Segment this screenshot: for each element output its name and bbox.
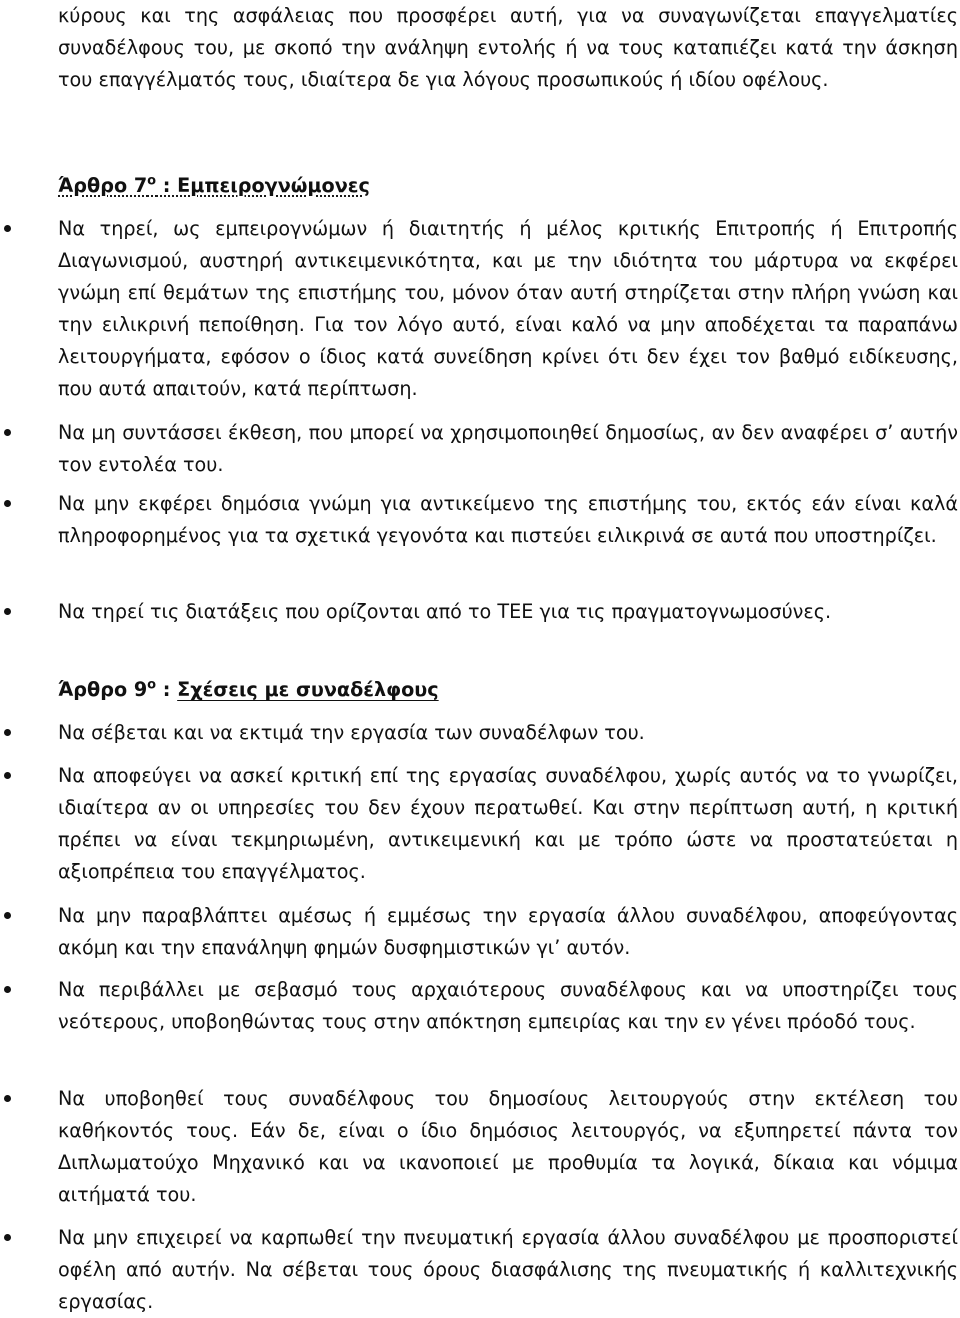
bullet-icon xyxy=(4,1234,11,1241)
article-9-item-1 xyxy=(58,717,958,749)
bullet-icon xyxy=(4,986,11,993)
article-9-item-text: Να μην παραβλάπτει αμέσως ή εμμέσως την εργασία άλλου συναδέλφου, αποφεύγοντας ακόμη και την επανάληψη φημών δυσφημιστικών γι’ αυτόν. xyxy=(58,904,958,959)
bullet-icon xyxy=(4,225,11,232)
article-7-item-3 xyxy=(58,488,958,552)
bullet-icon xyxy=(4,608,11,615)
bullet-icon xyxy=(4,912,11,919)
article-7-item-text: Να τηρεί, ως εμπειρογνώμων ή διαιτητής ή μέλος κριτικής Επιτροπής ή Επιτροπής Διαγωνισμού, αυστηρή αντικειμενικότητα, και με την ιδιότητα του μάρτυρα να εκφέρει γνώμη επί θεμάτων της επιστήμης του, μόνον όταν αυτή στηρίζεται στην πλήρη γνώση και την ειλικρινή πεποίθηση. Για τον λόγο αυτό, είναι καλό να μην αποδέχεται τα παραπάνω λειτουργήματα, εφόσον ο ίδιος κατά συνείδηση κρίνει ότι δεν έχει τον βαθμό ειδίκευσης, που αυτά απαιτούν, κατά περίπτωση. xyxy=(58,217,958,400)
article-7-item-4 xyxy=(58,596,958,628)
article-9-item-text: Να υποβοηθεί τους συναδέλφους του δημοσίους λειτουργούς στην εκτέλεση του καθήκοντός τους. Εάν δε, είναι ο ίδιο δημόσιος λειτουργός, να εξυπηρετεί πάντα τον Διπλωματούχο Μηχανικό και να ικανοποιεί με προθυμία τα λογικά, δίκαια και νόμιμα αιτήματά του. xyxy=(58,1087,958,1206)
article-7-heading-title: : Εμπειρογνώμονες xyxy=(156,174,370,197)
bullet-icon xyxy=(4,500,11,507)
article-9-item-text: Να μην επιχειρεί να καρπωθεί την πνευματική εργασία άλλου συναδέλφου με προσποριστεί οφέλη από αυτήν. Να σέβεται τους όρους διασφάλισης της πνευματικής ή καλλιτεχνικής εργασίας. xyxy=(58,1226,958,1313)
article-9-item-text: Να αποφεύγει να ασκεί κριτική επί της εργασίας συναδέλφου, χωρίς αυτός να το γνωρίζει, ιδιαίτερα αν οι υπηρεσίες του δεν έχουν περατωθεί. Και στην περίπτωση αυτή, η κριτική πρέπει να είναι τεκμηριωμένη, αντικειμενική και με τρόπο ώστε να προστατεύεται η αξιοπρέπεια του επαγγέλματος. xyxy=(58,764,958,883)
article-9-item-text: Να σέβεται και να εκτιμά την εργασία των συναδέλφων του. xyxy=(58,721,645,744)
article-7-heading-prefix: Άρθρο 7 xyxy=(58,174,148,197)
article-9-item-2 xyxy=(58,760,958,888)
article-7-item-text: Να μην εκφέρει δημόσια γνώμη για αντικείμενο της επιστήμης του, εκτός εάν είναι καλά πληροφορημένος για τα σχετικά γεγονότα και πιστεύει ειλικρινά σε αυτά που υποστηρίζει. xyxy=(58,492,958,547)
article-7-item-text: Να μη συντάσσει έκθεση, που μπορεί να χρησιμοποιηθεί δημοσίως, αν δεν αναφέρει σ’ αυτήν τον εντολέα του. xyxy=(58,421,958,476)
article-7-heading xyxy=(58,170,370,202)
article-9-item-6 xyxy=(58,1222,958,1318)
article-7-item-text: Να τηρεί τις διατάξεις που ορίζονται από το ΤΕΕ για τις πραγματογνωμοσύνες. xyxy=(58,600,832,623)
article-9-item-4 xyxy=(58,974,958,1038)
article-9-heading-prefix: Άρθρο 9 xyxy=(58,678,148,701)
bullet-icon xyxy=(4,729,11,736)
bullet-icon xyxy=(4,429,11,436)
article-7-heading-ordinal: ο xyxy=(147,173,157,189)
article-9-item-3 xyxy=(58,900,958,964)
article-7-item-1 xyxy=(58,213,958,405)
article-9-heading-separator: : xyxy=(156,678,178,701)
article-9-heading-title: Σχέσεις με συναδέλφους xyxy=(177,678,439,701)
article-9-item-5 xyxy=(58,1083,958,1211)
article-7-item-2 xyxy=(58,417,958,481)
article-9-item-text: Να περιβάλλει με σεβασμό τους αρχαιότερους συναδέλφους και να υποστηρίζει τους νεότερους, υποβοηθώντας τους στην απόκτηση εμπειρίας και την εν γένει πρόοδό τους. xyxy=(58,978,958,1033)
article-9-heading-ordinal: ο xyxy=(147,677,157,693)
article-9-heading xyxy=(58,674,439,706)
bullet-icon xyxy=(4,772,11,779)
bullet-icon xyxy=(4,1095,11,1102)
intro-paragraph: κύρους και της ασφάλειας που προσφέρει αυτή, για να συναγωνίζεται επαγγελματίες συναδέλφους του, με σκοπό την ανάληψη εντολής ή να τους καταπιέζει κατά την άσκηση του επαγγέλματός τους, ιδιαίτερα δε για λόγους προσωπικούς ή ιδίου οφέλους. xyxy=(58,4,958,91)
